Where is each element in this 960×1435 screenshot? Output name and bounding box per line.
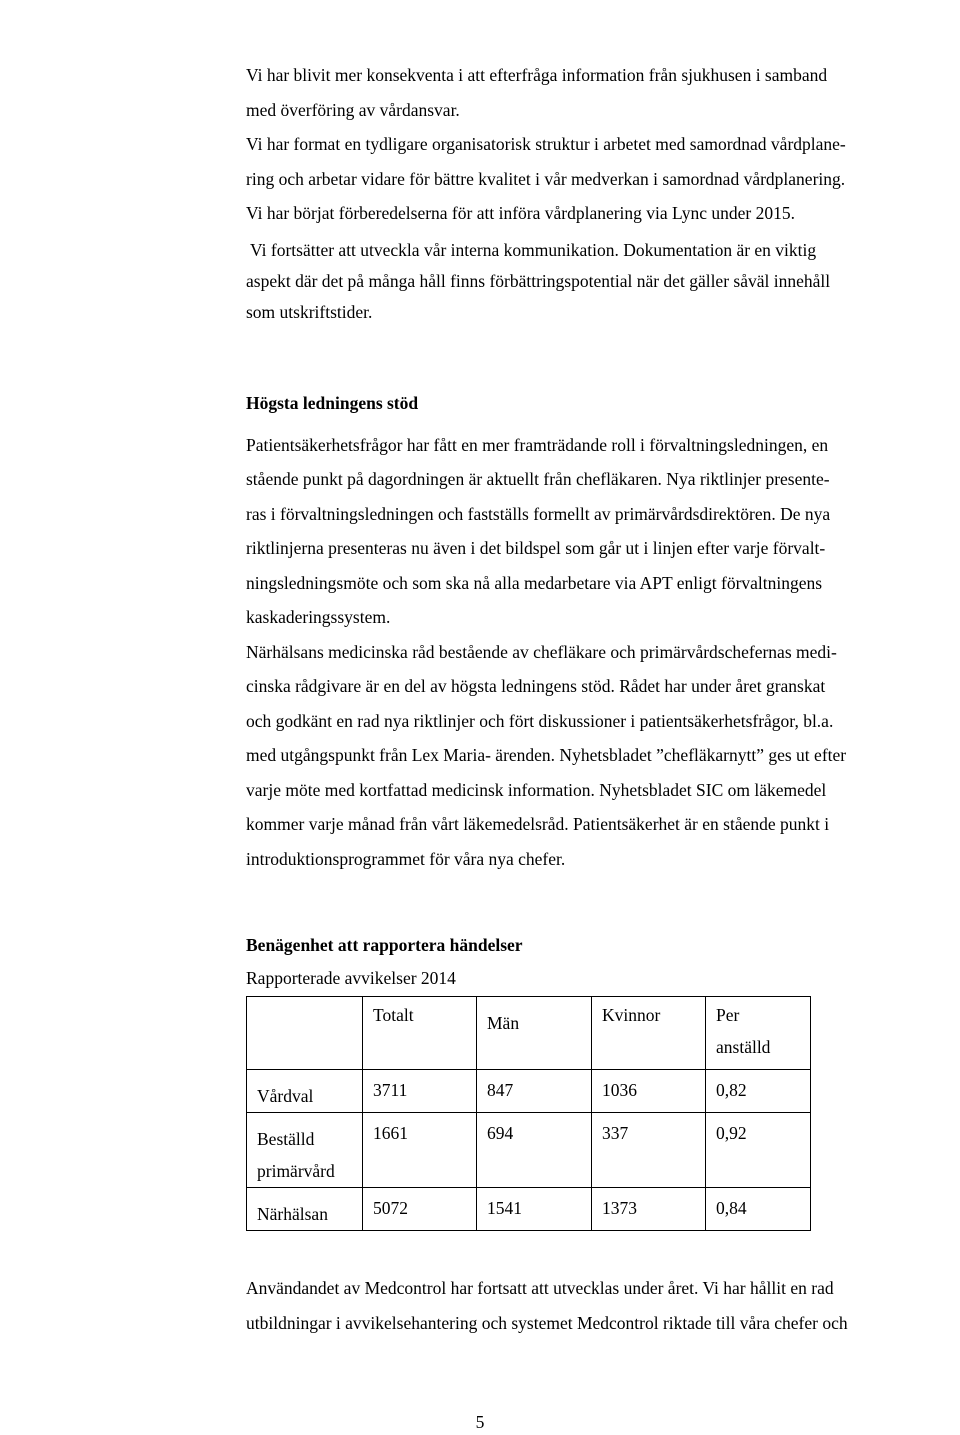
table-cell: 3711	[363, 1070, 477, 1113]
label-line: Beställd	[257, 1129, 315, 1149]
spacer	[246, 1231, 936, 1271]
text-line: Vi fortsätter att utveckla vår interna kommunikation. Dokumentation är en viktig	[246, 239, 817, 260]
text-line: Patientsäkerhetsfrågor har fått en mer framträdande roll i förvaltningsledningen, en	[246, 434, 829, 455]
text-line: Användandet av Medcontrol har fortsatt att utvecklas under året. Vi har hållit en rad	[246, 1278, 834, 1298]
table-cell: 1373	[592, 1188, 706, 1231]
text-line: introduktionsprogrammet för våra nya chefer.	[246, 848, 566, 869]
table-cell: 5072	[363, 1188, 477, 1231]
table-cell: 0,92	[706, 1113, 811, 1188]
deviations-table	[246, 996, 811, 1231]
management-paragraph-1	[246, 428, 936, 635]
text-line: kaskaderingssystem.	[246, 607, 391, 627]
table-header-cell: Män	[477, 997, 592, 1070]
text-line: Vi har format en tydligare organisatorisk struktur i arbetet med samordnad vårdplane-	[246, 134, 846, 154]
text-line: som utskriftstider.	[246, 301, 373, 322]
table-cell: 694	[477, 1113, 592, 1188]
table-cell: 0,82	[706, 1070, 811, 1113]
page-number: 5	[475, 1412, 485, 1432]
intro-paragraph-4	[246, 235, 936, 328]
text-line: Vi har börjat förberedelserna för att införa vårdplanering via Lync under 2015.	[246, 203, 796, 223]
row-label-cell: Närhälsan	[247, 1188, 363, 1231]
table-cell: 847	[477, 1070, 592, 1113]
text-line: ras i förvaltningsledningen och fastställs formellt av primärvårdsdirektören. De nya	[246, 503, 831, 524]
text-line: kommer varje månad från vårt läkemedelsråd. Patientsäkerhet är en stående punkt i	[246, 814, 830, 834]
text-line: utbildningar i avvikelsehantering och systemet Medcontrol riktade till våra chefer och	[246, 1312, 848, 1333]
section-heading-reporting: Benägenhet att rapportera händelser	[246, 935, 523, 955]
table-cell: 1661	[363, 1113, 477, 1188]
table-header-cell: Kvinnor	[592, 997, 706, 1070]
management-paragraph-2	[246, 635, 936, 877]
text-line: riktlinjerna presenteras nu även i det bildspel som går ut i linjen efter varje förvalt-	[246, 538, 826, 558]
intro-paragraph-2	[246, 127, 936, 196]
section-heading-management: Högsta ledningens stöd	[246, 392, 419, 413]
table-header-cell	[247, 997, 363, 1070]
header-text-line: Per	[716, 1005, 740, 1025]
table-cell: 1036	[592, 1070, 706, 1113]
text-line: varje möte med kortfattad medicinsk information. Nyhetsbladet SIC om läkemedel	[246, 779, 827, 800]
text-line: aspekt där det på många håll finns förbättringspotential när det gäller såväl innehåll	[246, 270, 831, 291]
text-line: Vi har blivit mer konsekventa i att efterfråga information från sjukhusen i samband	[246, 65, 828, 85]
text-line: Närhälsans medicinska råd bestående av chefläkare och primärvårdschefernas medi-	[246, 641, 837, 662]
reporting-paragraph	[246, 1271, 936, 1340]
table-row	[247, 1070, 811, 1113]
label-line: primärvård	[257, 1161, 335, 1181]
text-line: och godkänt en rad nya riktlinjer och fört diskussioner i patientsäkerhetsfrågor, bl.a.	[246, 710, 834, 731]
intro-paragraph-3	[246, 196, 936, 231]
table-cell: 0,84	[706, 1188, 811, 1231]
table-header-cell: Totalt	[363, 997, 477, 1070]
spacer	[246, 328, 936, 386]
text-line: ningsledningsmöte och som ska nå alla medarbetare via APT enligt förvaltningens	[246, 572, 823, 593]
header-text-line: anställd	[716, 1037, 771, 1057]
row-label-cell: Vårdval	[247, 1070, 363, 1113]
text-line: ring och arbetar vidare för bättre kvalitet i vår medverkan i samordnad vårdplanering.	[246, 168, 846, 189]
table-cell: 337	[592, 1113, 706, 1188]
table-row	[247, 1113, 811, 1188]
row-label-cell	[247, 1113, 363, 1188]
table-row	[247, 1188, 811, 1231]
spacer	[246, 876, 936, 928]
text-line: med överföring av vårdansvar.	[246, 99, 460, 120]
table-header-cell	[706, 997, 811, 1070]
text-line: cinska rådgivare är en del av högsta ledningens stöd. Rådet har under året granskat	[246, 676, 826, 696]
document-body	[246, 58, 936, 1340]
intro-paragraph-1	[246, 58, 936, 127]
text-line: stående punkt på dagordningen är aktuellt från chefläkaren. Nya riktlinjer presente-	[246, 469, 830, 489]
text-line: med utgångspunkt från Lex Maria- ärenden. Nyhetsbladet ”chefläkarnytt” ges ut efter	[246, 745, 847, 765]
table-cell: 1541	[477, 1188, 592, 1231]
table-header-row	[247, 997, 811, 1070]
table-caption: Rapporterade avvikelser 2014	[246, 968, 456, 988]
